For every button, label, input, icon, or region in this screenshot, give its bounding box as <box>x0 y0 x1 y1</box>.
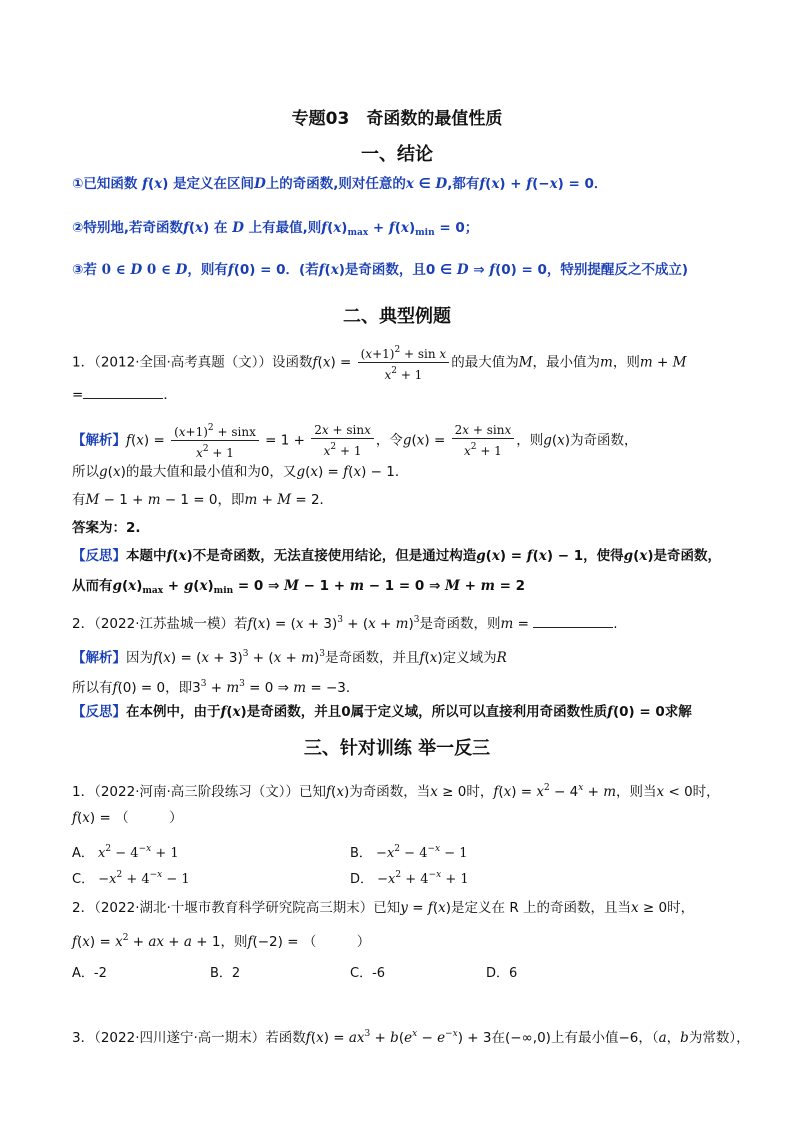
section-heading-practice: 三、针对训练 举一反三 <box>303 738 491 759</box>
example-2-stem: 2．（2022·江苏盐城一模）若$f(x) = (x + 3)^3 + (x + m)^3$是奇函数，则m = . <box>72 615 618 632</box>
section-heading-examples: 二、典型例题 <box>343 306 451 327</box>
example-1-solution-2: 所以g(x)的最大值和最小值和为0，又g(x) = f(x) − 1． <box>72 464 409 480</box>
conclusion-3: ③若 0 ∈ D 0 ∈ D，则有f(0) = 0．(若f(x)是奇函数，且0 ∈ D ⇒ f(0) = 0，特别提醒反之不成立) <box>72 262 689 278</box>
practice-1-stem-2: f(x) = （ ） <box>72 810 183 826</box>
example-1-blank: = ． <box>72 384 177 405</box>
option-c[interactable]: C．-6 <box>350 966 386 981</box>
section-heading-conclusion: 一、结论 <box>361 144 433 165</box>
example-1-reflection-2: 从而有$g(x)_{max} + g(x)_{min} = 0$ ⇒ M − 1 + m − 1 = 0 ⇒ M + m = 2 <box>72 578 526 596</box>
conclusion-2: ②特别地,若奇函数f(x) 在 D 上有最值,则$f(x)_{max} + f(x)_{min} = 0$； <box>72 220 479 238</box>
option-d[interactable]: D． $-x^2 + 4^{-x} + 1$ <box>350 870 469 887</box>
example-2-reflection: 【反思】在本例中，由于f(x)是奇函数，并且0属于定义域，所以可以直接利用奇函数性质f(0) = 0求解 <box>72 704 692 720</box>
option-b[interactable]: B．2 <box>210 966 241 981</box>
example-1-answer: 答案为：2. <box>72 520 141 536</box>
practice-1-stem: 1．（2022·河南·高三阶段练习（文））已知f(x)为奇函数，当x ≥ 0时，$f(x) = x^2 - 4^x + m$，则当x < 0时， <box>72 783 720 800</box>
conclusion-1: ①已知函数 f(x) 是定义在区间D上的奇函数,则对任意的x ∈ D,都有f(x) + f(−x) = 0． <box>72 176 608 192</box>
option-d[interactable]: D．6 <box>486 966 518 981</box>
option-a[interactable]: A． $x^2 - 4^{-x} + 1$ <box>72 844 179 861</box>
example-2-solution-1: 【解析】因为$f(x) = (x + 3)^3 + (x + m)^3$是奇函数，并且f(x)定义域为R <box>72 649 507 666</box>
option-c[interactable]: C． $-x^2 + 4^{-x} - 1$ <box>72 870 190 887</box>
option-b[interactable]: B． $-x^2 - 4^{-x} - 1$ <box>350 844 468 861</box>
example-2-solution-2: 所以有f(0) = 0，即$3^3 + m^3 = 0$ ⇒ m = −3． <box>72 679 360 696</box>
page-title: 专题03 奇函数的最值性质 <box>291 109 503 129</box>
example-1-reflection-1: 【反思】本题中f(x)不是奇函数，无法直接使用结论，但是通过构造g(x) = f(x) − 1，使得g(x)是奇函数， <box>72 548 721 564</box>
example-1-solution-3: 有M − 1 + m − 1 = 0，即m + M = 2． <box>72 492 334 508</box>
answer-blank[interactable] <box>533 613 613 628</box>
example-1-stem: 1．（2012·全国·高考真题（文））设函数f(x) = $\frac{(x+1)^2 + \sin x}{x^2 + 1}$ 的最大值为M，最小值为m，则m + M <box>72 342 686 383</box>
answer-blank[interactable] <box>83 384 163 399</box>
practice-2-stem-2: $f(x) = x^2$ + ax + a + 1，则f(−2) = （ ） <box>72 933 371 950</box>
practice-2-stem: 2．（2022·湖北·十堰市教育科学研究院高三期末）已知y = f(x)是定义在 R 上的奇函数，且当x ≥ 0时， <box>72 900 695 916</box>
practice-3-stem: 3．（2022·四川遂宁·高一期末）若函数$f(x) = ax^3 + b(e^x - e^{-x}) + 3$在(−∞,0)上有最小值−6，（a，b为常数）， <box>72 1029 750 1046</box>
example-1-solution-1: 【解析】f(x) = $\frac{(x+1)^2 + \sin x}{x^2 + 1}$ = 1 + $\frac{2x + \sin x}{x^2 + 1}$ ，令g(x) = $\frac{2x + \sin x}{x^2 + 1}$ ，则g(x)为奇函数， <box>72 420 638 461</box>
option-a[interactable]: A．-2 <box>72 966 107 981</box>
